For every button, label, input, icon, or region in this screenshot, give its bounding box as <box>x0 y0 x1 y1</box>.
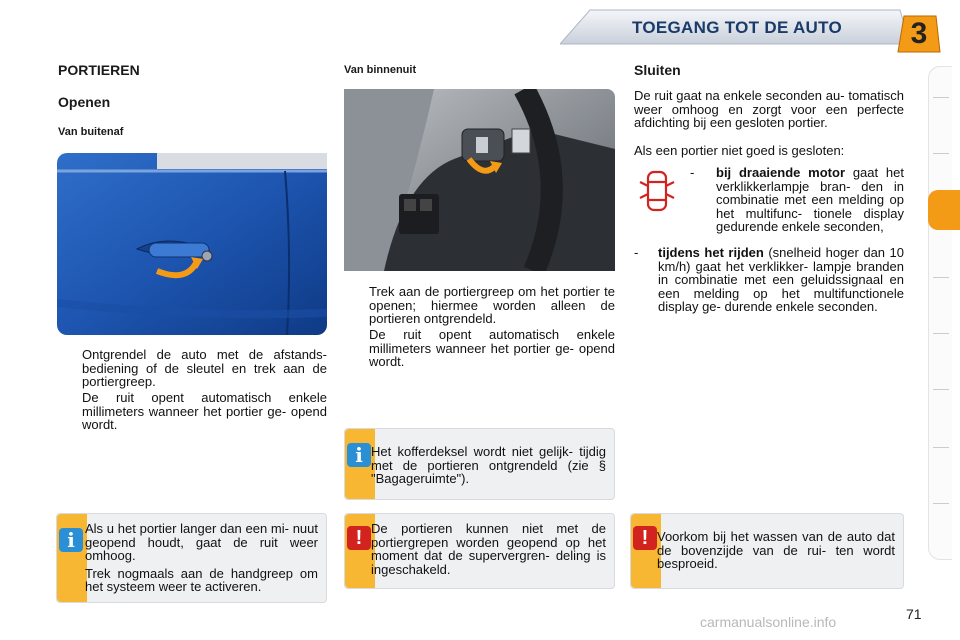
section-title-portieren: PORTIEREN <box>58 62 140 78</box>
left-bullet-text: Ontgrendel de auto met de afstands- bediening of de sleutel en trek aan de portiergreep. <box>82 347 327 390</box>
right-paragraph-1: De ruit gaat na enkele seconden au- tomatisch weer omhoog en zorgt voor een perfecte afdichting bij een gesloten portier. <box>634 88 904 131</box>
warning-box-middle <box>344 513 615 589</box>
item-2-bold: tijdens het rijden <box>658 245 764 260</box>
item-1-text: gaat het verklikkerlampje bran- den in combinatie met een melding op het multifunc- tionele display gedurende enkele seconden, <box>716 165 904 235</box>
info-middle-text: Het kofferdeksel wordt niet gelijk- tijdig met de portieren ontgrendeld (zie § "Bagageruimte"). <box>371 444 606 487</box>
list-dash: - <box>690 165 695 180</box>
warning-icon: ! <box>347 526 371 550</box>
list-dash: - <box>634 245 639 260</box>
chapter-tab-rail <box>928 66 952 560</box>
right-paragraph-2: Als een portier niet goed is gesloten: <box>634 143 845 158</box>
section-title-sluiten: Sluiten <box>634 62 681 78</box>
info-box-left <box>56 513 327 603</box>
page-number: 71 <box>906 606 922 622</box>
subsection-title-openen: Openen <box>58 94 111 110</box>
door-open-warning-light-icon <box>638 168 676 214</box>
heading-van-buitenaf: Van buitenaf <box>58 126 124 138</box>
left-paragraph: De ruit opent automatisch enkele millimeters wanneer het portier ge- opend wordt. <box>82 390 327 433</box>
item-1-bold: bij draaiende motor <box>716 165 846 180</box>
warning-box-right <box>630 513 904 589</box>
active-chapter-tab <box>928 190 960 230</box>
info-icon: i <box>347 443 371 467</box>
interior-door-handle-photo <box>344 89 615 271</box>
warning-icon: ! <box>633 526 657 550</box>
footer-watermark: carmanualsonline.info <box>700 614 837 630</box>
info-left-p1: Als u het portier langer dan een mi- nuut geopend houdt, gaat de ruit weer omhoog. <box>85 521 318 564</box>
warning-middle-text: De portieren kunnen niet met de portiergrepen worden geopend op het moment dat de supervergren- deling is ingeschakeld. <box>371 521 606 577</box>
chapter-number: 3 <box>910 17 928 50</box>
right-item-1 <box>716 166 904 234</box>
warning-right-text: Voorkom bij het wassen van de auto dat de bovenzijde van de rui- ten wordt besproeid. <box>657 529 895 572</box>
info-box-middle <box>344 428 615 500</box>
middle-bullet-text: Trek aan de portiergreep om het portier te openen; hiermee worden alleen de portieren ontgrendeld. <box>369 284 615 327</box>
exterior-door-handle-photo <box>57 153 327 335</box>
heading-van-binnenuit: Van binnenuit <box>344 64 417 76</box>
page-header-title: TOEGANG TOT DE AUTO <box>632 18 843 37</box>
info-left-p2: Trek nogmaals aan de handgreep om het systeem weer te activeren. <box>85 565 318 595</box>
info-icon: i <box>59 528 83 552</box>
item-2-text: (snelheid hoger dan 10 km/h) gaat het verklikker- lampje branden in combinatie met een geluidssignaal en een melding op het multifunctionele display ge- durende enkele seconden. <box>658 245 904 315</box>
right-item-2 <box>658 246 904 314</box>
middle-paragraph: De ruit opent automatisch enkele millimeters wanneer het portier ge- opend wordt. <box>369 327 615 370</box>
